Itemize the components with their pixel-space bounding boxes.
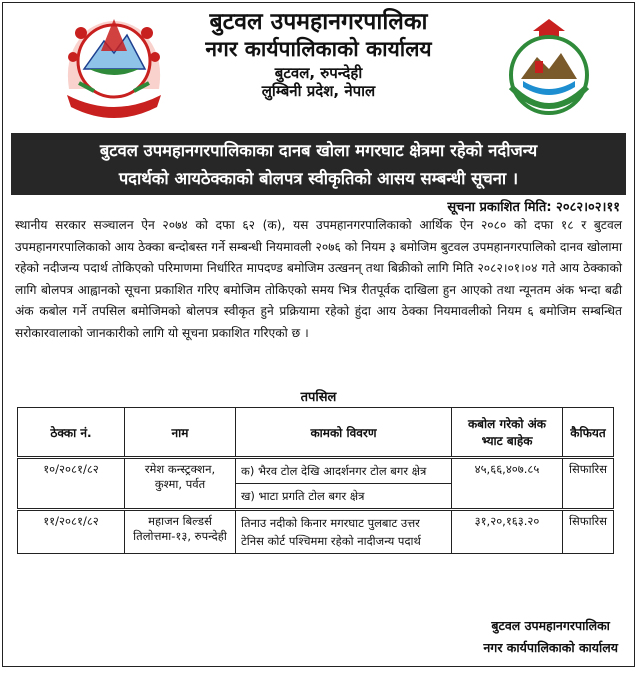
header-amount: कबोल गरेको अंक भ्याट बाहेक [452, 408, 563, 458]
signature-block [483, 615, 618, 659]
header-description: कामको विवरण [236, 408, 452, 458]
remark: सिफारिस [563, 510, 614, 554]
table-row [18, 510, 614, 554]
letterhead-title [143, 9, 494, 100]
office-name: नगर कार्यपालिकाको कार्यालय [205, 36, 432, 61]
municipality-logo-icon [505, 17, 593, 117]
notice-body: स्थानीय सरकार सञ्चालन ऐन २०७४ को दफा ६२ (क), यस उपमहानगरपालिकाको आर्थिक ऐन २०८० को दफा १८ र बुटवल उपमहानगरपालिकाको आय ठेक्का बन्दोबस्त गर्ने सम्बन्धी नियमावली २०७६ को नियम ३ बमोजिम बुटवल उपमहानगरपालिको दानव खोलामा रहेको नदीजन्य पदार्थ तोकिएको परिमाणमा निर्धारित मापदण्ड बमोजिम उत्खनन् तथा बिक्रीको लागि मिति २०८२।०१।०४ गते आय ठेक्काको लागि बोलपत्र आह्वानको सूचना प्रकाशित गरिए बमोजिम तोकिएको समय भित्र रीतपूर्वक दाखिला हुन आएको तथा न्यूनतम अंक भन्दा बढी अंक कबोल गर्ने तपसिल बमोजिमको बोलपत्र स्वीकृत हुने प्रक्रियामा रहेको हुंदा आय ठेक्का नियमावलीको नियम ६ बमोजिम सम्बन्धित सरोकारवालाको जानकारीको लागि यो सूचना प्रकाशित गरिएको छ । [15, 218, 622, 340]
municipality-name: बुटवल उपमहानगरपालिका [209, 9, 428, 35]
bid-amount: ३१,२०,१६३.२० [452, 510, 563, 554]
contract-no: ११/२०८१/८२ [18, 510, 125, 554]
letterhead [3, 3, 634, 131]
publish-date: सूचना प्रकाशित मिति: २०८२।०२।११ [447, 200, 620, 215]
province-country: लुम्बिनी प्रदेश, नेपाल [261, 81, 376, 100]
work-description [236, 510, 452, 554]
table-caption: तपसिल [300, 390, 337, 405]
contract-no: १०/२०८१/८२ [18, 458, 125, 510]
notice-title-line1: बुटवल उपमहानगरपालिकाका दानब खोला मगरघाट क्षेत्रमा रहेको नदीजन्य [99, 141, 538, 160]
header-remark: कैफियत [563, 408, 614, 458]
footer-municipality: बुटवल उपमहानगरपालिका [491, 618, 610, 633]
footer-office: नगर कार्यपालिकाको कार्यालय [483, 640, 618, 655]
header-contract-no: ठेक्का नं. [18, 408, 125, 458]
work-description [236, 458, 452, 510]
work-description-a: क) भैरव टोल देखि आदर्शनगर टोल बगर क्षेत्र [241, 464, 427, 478]
office-location: बुटवल, रुपन्देही [274, 63, 363, 82]
remark: सिफारिस [563, 458, 614, 510]
bid-amount: ४५,६६,४०७.८५ [452, 458, 563, 510]
table-row [18, 458, 614, 510]
contract-table [17, 407, 614, 554]
header-name: नाम [125, 408, 236, 458]
contractor-name: रमेश कन्स्ट्रक्शन, कुश्मा, पर्वत [125, 458, 236, 510]
notice-page [2, 2, 635, 667]
notice-title-line2: पदार्थको आयठेक्काको बोलपत्र स्वीकृतिको आसय सम्बन्धी सूचना । [118, 169, 519, 188]
contractor-name: महाजन बिल्डर्स तिलोत्तमा-१३, रुपन्देही [125, 510, 236, 554]
work-description-a: तिनाउ नदीको किनार मगरघाट पुलबाट उत्तर टेनिस कोर्ट पश्चिममा रहेको नादीजन्य पदार्थ [241, 516, 421, 548]
notice-title-banner [11, 133, 626, 195]
work-description-b: ख) भाटा प्रगति टोल बगर क्षेत्र [236, 483, 451, 505]
table-header-row [18, 408, 614, 458]
